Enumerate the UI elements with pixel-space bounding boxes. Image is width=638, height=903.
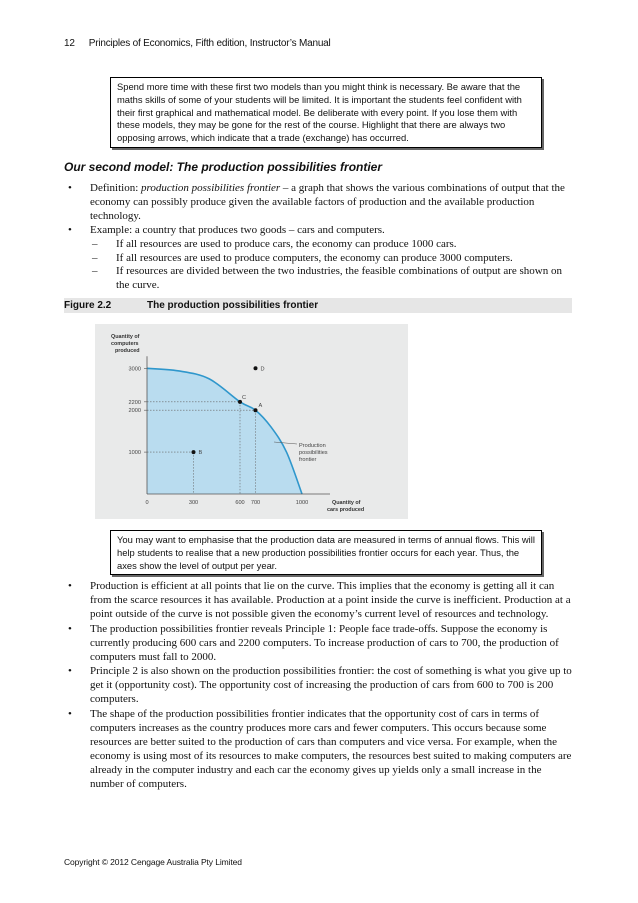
point-b: [192, 450, 196, 454]
sub-list-item: – If all resources are used to produce computers, the economy can produce 3000 computers.: [92, 251, 513, 264]
list-item: • The production possibilities frontier reveals Principle 1: People face trade-offs. Suppose the economy is currently producing 600 cars and 2200 computers. To increase production of cars to 700, the production of computers must fall to 2000.: [68, 622, 559, 663]
x-tick-label: 1000: [295, 500, 309, 506]
point-label-c: C: [242, 394, 247, 401]
dash-icon: –: [92, 251, 98, 264]
copyright-footer: Copyright © 2012 Cengage Australia Pty Limited: [64, 857, 242, 867]
bullet-icon: •: [68, 622, 72, 635]
x-tick-label: 300: [188, 500, 199, 506]
list-item: • Principle 2 is also shown on the production possibilities frontier: the cost of something is what you give up to get it (opportunity cost). The opportunity cost of increasing the production of cars from 600 to 700 is 200 computers.: [68, 665, 572, 706]
dash-icon: –: [92, 237, 98, 250]
bullet-icon: •: [68, 182, 72, 194]
y-tick-label: 2200: [128, 399, 141, 406]
bullet-icon: •: [68, 580, 72, 592]
definition-prefix: Definition:: [90, 182, 142, 194]
bullet-icon: •: [68, 708, 72, 721]
section-title: Our second model: The production possibilities frontier: [64, 160, 383, 174]
curve-label-line2: possibilities: [299, 450, 328, 456]
x-axis-label-line1: Quantity of: [332, 500, 361, 506]
point-label-d: D: [260, 366, 265, 373]
point-label-a: A: [258, 403, 263, 410]
page-number: 12: [64, 38, 75, 49]
point-a: [254, 408, 258, 412]
ppf-chart: [95, 324, 408, 519]
y-axis-label-line1: Quantity of: [111, 334, 140, 340]
teaching-note-box: Spend more time with these first two models than you might think is necessary. Be aware that the maths skills of some of your students will be limited. It is important the students feel confident with their first graphical and mathematical model. Be deliberate with every point. If you lose them with these models, they may be gone for the rest of the course. Highlight that there are always two opposing arrows, which indicate that a trade (exchange) has occurred.: [110, 77, 542, 148]
ppf-chart-svg: [95, 324, 408, 519]
book-title: Principles of Economics, Fifth edition, Instructor’s Manual: [88, 38, 331, 49]
ppf-explanation-list: [64, 580, 572, 793]
figure-number: Figure 2.2: [64, 300, 112, 311]
x-tick-label: 0: [145, 500, 149, 506]
bullet-icon: •: [68, 665, 72, 678]
definition-term: production possibilities frontier: [141, 182, 281, 194]
teaching-note-box-2: You may want to emphasise that the production data are measured in terms of annual flows. This will help students to realise that a new production possibilities frontier occurs for each year. Thus, the axes show the level of output per year.: [110, 530, 542, 575]
list-item: • The shape of the production possibilities frontier indicates that the opportunity cost of cars in terms of computers increases as the country produces more cars and fewer computers. This occurs because some resources are better suited to the production of cars than computers and vice versa. For example, when the economy is using most of its resources to make computers, the resources best suited to making computers are already in the computer industry and each car the economy gives up yields only a small increase in the number of computers.: [68, 708, 572, 790]
y-axis-label-line3: produced: [115, 348, 140, 354]
y-tick-label: 1000: [128, 450, 141, 457]
y-tick-label: 2000: [128, 408, 141, 415]
point-label-b: B: [198, 450, 203, 457]
figure-header: [64, 298, 572, 313]
page-header: [64, 38, 331, 49]
y-axis-label-line2: computers: [111, 341, 139, 347]
list-item: • Production is efficient at all points that lie on the curve. This implies that the economy is getting all it can from the scarce resources it has available. Production at a point inside the curve is inefficient. Production at a point outside of the curve is not possible given the economy’s current level of resources and technology.: [68, 580, 571, 620]
y-tick-label: 3000: [128, 366, 141, 373]
curve-label-line1: Production: [299, 443, 326, 449]
sub-list-item: – If resources are divided between the two industries, the feasible combinations of output are shown on the curve.: [92, 265, 562, 292]
x-tick-label: 700: [250, 500, 261, 506]
definition-text: – a graph that shows the various combinations of output that the economy can possibly produce given the available factors of production and the available production technology.: [90, 182, 565, 222]
bullet-icon: •: [68, 223, 72, 236]
point-d: [254, 366, 258, 370]
list-item: [64, 224, 572, 294]
x-tick-label: 600: [235, 500, 245, 506]
example-text: Example: a country that produces two goods – cars and computers.: [90, 223, 385, 236]
sub-list-item: – If all resources are used to produce cars, the economy can produce 1000 cars.: [92, 237, 457, 250]
figure-caption: The production possibilities frontier: [147, 300, 319, 311]
list-item: [64, 182, 572, 224]
ppf-feasible-area: [147, 368, 302, 494]
dash-icon: –: [92, 265, 98, 278]
definition-list: [64, 182, 572, 293]
example-sublist: [90, 238, 572, 294]
curve-label-line3: frontier: [299, 457, 317, 463]
x-axis-label-line2: cars produced: [327, 507, 365, 513]
